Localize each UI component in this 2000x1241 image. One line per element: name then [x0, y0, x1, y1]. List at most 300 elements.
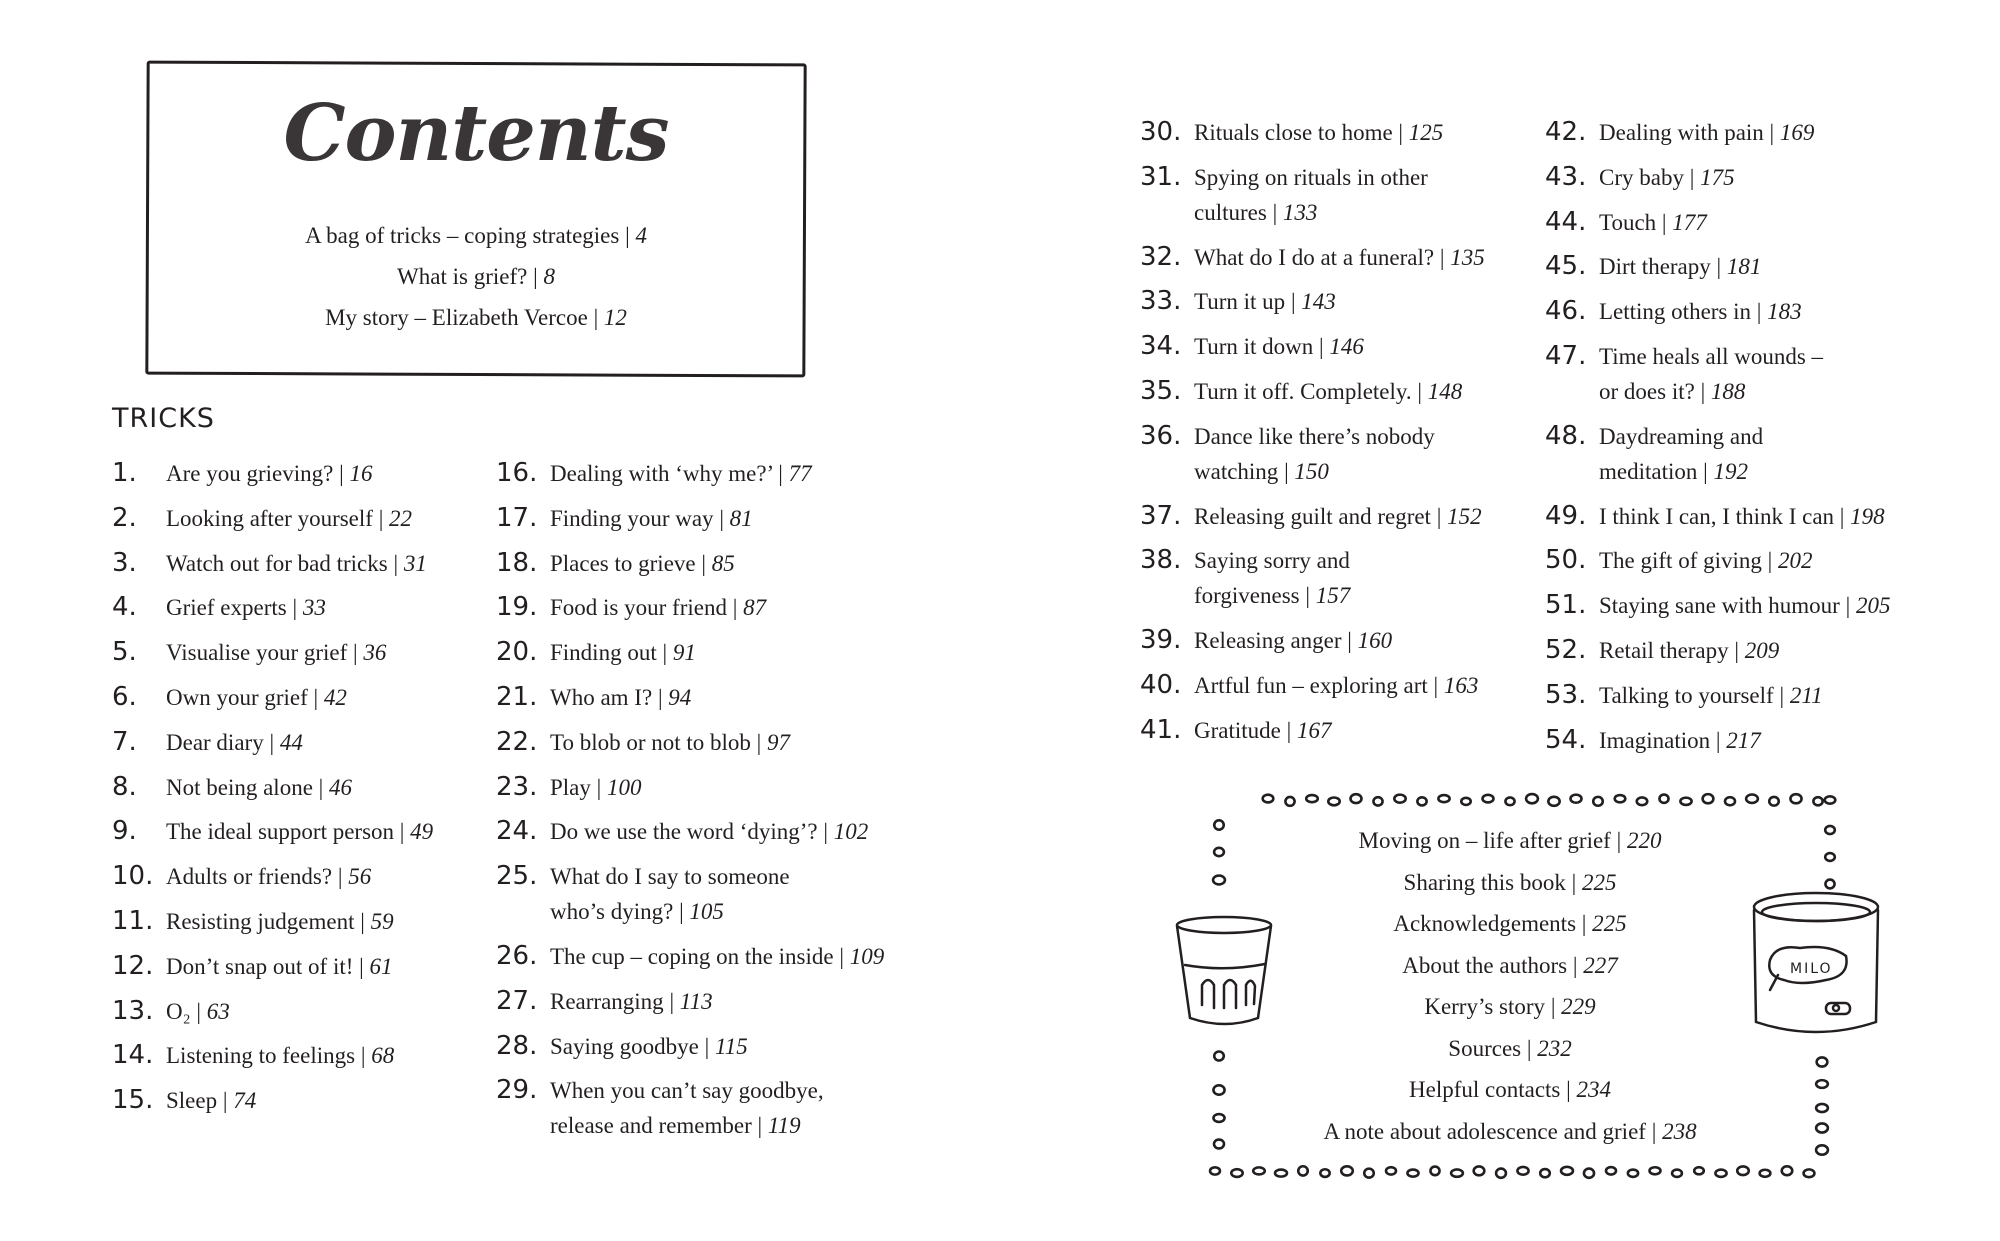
item-line: Sleep | 74 [166, 1088, 257, 1114]
page-number: 217 [1726, 727, 1761, 753]
entry-title: Kerry’s story [1424, 994, 1546, 1019]
back-matter-item: Acknowledgements | 225 [1393, 911, 1627, 936]
item-number: 35. [1140, 376, 1182, 406]
page-number: 8 [543, 264, 555, 289]
item-title-line: Talking to yourself [1599, 682, 1774, 708]
item-title-line: Artful fun – exploring art [1194, 673, 1428, 698]
item-number: 44. [1545, 206, 1587, 237]
item-number: 30. [1140, 117, 1182, 147]
entry-title: My story – Elizabeth Vercoe [325, 305, 588, 330]
item-title-line: forgiveness [1194, 583, 1300, 609]
page-number: 61 [369, 953, 393, 979]
item-title-line: Do we use the word ‘dying’? [550, 819, 818, 845]
item-title-line: Turn it up [1194, 289, 1286, 315]
item-line: Finding out | 91 [550, 640, 696, 666]
frame-dot [1451, 1169, 1463, 1176]
item-title-line: Are you grieving? [166, 461, 334, 486]
page-number: 148 [1427, 379, 1463, 404]
frame-dot [1505, 797, 1514, 805]
frame-dot [1694, 1167, 1704, 1174]
frame-dot [1438, 795, 1449, 802]
frame-dot [1373, 797, 1382, 805]
item-line: What do I do at a funeral? | 135 [1194, 244, 1485, 270]
item-title-line: O₂ [166, 998, 191, 1024]
page-number: 188 [1710, 379, 1746, 404]
item-number: 50. [1545, 545, 1587, 576]
page-number: 115 [714, 1033, 748, 1059]
item-title-line: Dealing with ‘why me?’ [550, 461, 773, 486]
item-number: 6. [112, 682, 137, 712]
item-number: 39. [1140, 625, 1182, 656]
frame-dot [1417, 797, 1426, 805]
item-number: 25. [496, 861, 538, 892]
frame-dot [1816, 1104, 1828, 1112]
item-number: 9. [112, 816, 137, 847]
item-number: 33. [1140, 286, 1182, 317]
item-number: 18. [496, 547, 538, 578]
item-line: Looking after yourself | 22 [166, 505, 413, 531]
item-title-line: I think I can, I think I can [1599, 503, 1835, 529]
item-line: Adults or friends? | 56 [166, 864, 372, 890]
page-number: 160 [1357, 628, 1393, 654]
item-title-line: Own your grief [166, 685, 308, 710]
frame-dot [1285, 797, 1294, 806]
frame-dot [1760, 1170, 1771, 1177]
frame-dot [1351, 794, 1362, 803]
item-line: Grief experts | 33 [166, 595, 326, 621]
frame-dot [1769, 797, 1779, 806]
item-line: Talking to yourself | 211 [1599, 682, 1823, 708]
item-title-line: The gift of giving [1599, 548, 1762, 574]
item-line: O₂ | 63 [166, 998, 230, 1024]
entry-title: A note about adolescence and grief [1323, 1118, 1646, 1144]
item-title-line: Touch [1599, 209, 1657, 235]
item-number: 17. [496, 502, 538, 533]
item-number: 41. [1140, 714, 1182, 745]
page-number: 146 [1329, 334, 1364, 360]
item-line: Cry baby | 175 [1599, 164, 1735, 190]
item-line: Saying goodbye | 115 [550, 1033, 748, 1059]
item-title-line: Staying sane with humour [1599, 593, 1840, 619]
item-number: 4. [112, 592, 137, 623]
item-number: 29. [496, 1075, 538, 1106]
item-title-line: Who am I? [550, 685, 653, 710]
page-number: 81 [729, 505, 753, 531]
page-number: 152 [1447, 503, 1482, 529]
item-line: Do we use the word ‘dying’? | 102 [550, 819, 869, 845]
frame-dot [1703, 794, 1714, 803]
item-title-line: Dance like there’s nobody [1194, 423, 1435, 449]
page-number: 211 [1789, 682, 1823, 708]
item-number: 48. [1545, 420, 1587, 451]
page-number: 33 [302, 595, 326, 621]
entry-title: What is grief? [397, 264, 528, 289]
frame-dot [1253, 1167, 1265, 1174]
item-number: 1. [112, 458, 137, 488]
item-title-line: release and remember [550, 1113, 752, 1139]
page-number: 157 [1315, 583, 1351, 609]
item-number: 26. [496, 941, 538, 971]
item-line: I think I can, I think I can | 198 [1599, 503, 1885, 529]
item-title-line: Rearranging [550, 988, 664, 1014]
page-number: 94 [668, 685, 692, 710]
item-number: 16. [496, 458, 538, 488]
item-title-line: meditation [1599, 458, 1698, 484]
item-number: 14. [112, 1040, 154, 1071]
item-line: Visualise your grief | 36 [166, 640, 387, 666]
page-number: 220 [1626, 828, 1662, 853]
page-number: 105 [689, 899, 724, 925]
item-title-line: Spying on rituals in other [1194, 164, 1428, 190]
item-line: Rituals close to home | 125 [1194, 120, 1444, 145]
page-number: 209 [1744, 638, 1780, 663]
frame-dot [1386, 1167, 1396, 1174]
front-matter-item: What is grief? | 8 [397, 264, 555, 289]
page-number: 109 [849, 944, 885, 969]
item-line: Dear diary | 44 [166, 729, 303, 755]
item-line: or does it? | 188 [1599, 379, 1746, 404]
page-number: 56 [348, 864, 372, 890]
frame-dot [1548, 797, 1559, 806]
back-matter-item: Moving on – life after grief | 220 [1358, 828, 1662, 853]
frame-dot [1320, 1169, 1329, 1177]
item-title-line: Turn it down [1194, 334, 1314, 360]
frame-dot [1816, 1145, 1828, 1154]
frame-dot [1407, 1170, 1418, 1177]
item-line: The cup – coping on the inside | 109 [550, 944, 885, 969]
item-line: Imagination | 217 [1599, 727, 1761, 753]
frame-dot [1593, 797, 1603, 806]
frame-dot [1570, 795, 1581, 803]
page-number: 238 [1662, 1118, 1697, 1144]
tin-label: MILO [1790, 961, 1833, 977]
page-number: 198 [1850, 503, 1885, 529]
item-number: 40. [1140, 670, 1182, 700]
frame-dot [1526, 794, 1538, 803]
item-title-line: Sleep [166, 1088, 218, 1114]
frame-dot [1275, 1170, 1287, 1177]
item-title-line: Dirt therapy [1599, 254, 1711, 280]
item-number: 11. [112, 906, 154, 936]
page-number: 225 [1592, 911, 1627, 936]
page-number: 125 [1408, 120, 1444, 145]
page-number: 97 [767, 729, 791, 755]
page-number: 143 [1301, 289, 1336, 315]
item-number: 13. [112, 995, 154, 1026]
item-line: Touch | 177 [1599, 209, 1707, 235]
item-line: watching | 150 [1194, 458, 1329, 484]
page-number: 133 [1282, 199, 1318, 225]
item-number: 45. [1545, 251, 1587, 282]
item-line: Turn it up | 143 [1194, 289, 1336, 315]
page-number: 227 [1583, 952, 1618, 978]
entry-title: Acknowledgements [1393, 911, 1577, 936]
item-line: Releasing guilt and regret | 152 [1194, 503, 1482, 529]
page-number: 46 [329, 774, 353, 800]
page-number: 44 [279, 729, 303, 755]
item-title-line: Visualise your grief [166, 640, 348, 666]
item-title-line: Don’t snap out of it! [166, 953, 354, 979]
item-line: Retail therapy | 209 [1599, 638, 1780, 663]
page-number: 16 [349, 461, 373, 486]
item-number: 27. [496, 985, 538, 1016]
frame-dot [1461, 798, 1470, 805]
page-number: 31 [403, 550, 427, 576]
item-title-line: Food is your friend [550, 595, 727, 621]
item-number: 49. [1545, 500, 1587, 531]
item-title-line: cultures [1194, 199, 1267, 225]
item-title-line: What do I do at a funeral? [1194, 244, 1435, 270]
item-number: 15. [112, 1085, 154, 1116]
item-title-line: Cry baby [1599, 164, 1684, 190]
item-title-line: Saying sorry and [1194, 548, 1350, 574]
page-number: 12 [603, 305, 627, 330]
item-title-line: Time heals all wounds – [1599, 344, 1824, 369]
item-line: cultures | 133 [1194, 199, 1318, 225]
item-number: 46. [1545, 296, 1587, 327]
frame-dot [1615, 795, 1626, 802]
page-number: 181 [1726, 254, 1762, 280]
item-number: 37. [1140, 500, 1182, 531]
item-number: 8. [112, 771, 137, 802]
item-number: 3. [112, 547, 137, 578]
page-number: 163 [1443, 673, 1479, 698]
item-number: 2. [112, 502, 137, 533]
item-line: The gift of giving | 202 [1599, 548, 1813, 574]
item-title-line: Listening to feelings [166, 1043, 356, 1069]
item-line: Listening to feelings | 68 [166, 1043, 395, 1069]
item-title-line: Adults or friends? [166, 864, 333, 890]
item-number: 36. [1140, 420, 1182, 451]
item-number: 47. [1545, 341, 1587, 371]
item-line: Don’t snap out of it! | 61 [166, 953, 393, 979]
item-title-line: Daydreaming and [1599, 423, 1764, 449]
item-line: To blob or not to blob | 97 [550, 729, 791, 755]
item-title-line: To blob or not to blob [550, 729, 751, 755]
frame-dot [1782, 1166, 1793, 1175]
item-line: forgiveness | 157 [1194, 583, 1351, 609]
frame-dot [1394, 795, 1405, 803]
item-line: The ideal support person | 49 [166, 819, 434, 845]
page-number: 183 [1767, 299, 1802, 325]
frame-dot [1341, 1166, 1353, 1175]
entry-title: About the authors [1402, 952, 1568, 978]
frame-dot [1637, 797, 1647, 805]
item-title-line: Rituals close to home [1194, 120, 1393, 145]
item-number: 21. [496, 682, 538, 712]
item-line: Dealing with pain | 169 [1599, 120, 1815, 145]
item-number: 38. [1140, 545, 1182, 576]
frame-dot [1364, 1169, 1373, 1178]
frame-dot [1725, 797, 1735, 805]
item-line: Dirt therapy | 181 [1599, 254, 1762, 280]
page-number: 167 [1296, 717, 1332, 743]
page-number: 119 [767, 1113, 801, 1139]
item-number: 31. [1140, 161, 1182, 192]
page-number: 63 [206, 998, 230, 1024]
frame-dot [1298, 1166, 1308, 1175]
item-line: Staying sane with humour | 205 [1599, 593, 1891, 619]
frame-dot [1584, 1169, 1594, 1178]
page-number: 77 [788, 461, 812, 486]
entry-title: Sources [1448, 1035, 1522, 1061]
item-line: Rearranging | 113 [550, 988, 713, 1014]
item-line: Finding your way | 81 [550, 505, 753, 531]
item-title-line: Releasing anger [1194, 628, 1342, 654]
item-line: who’s dying? | 105 [550, 899, 724, 925]
entry-title: A bag of tricks – coping strategies [305, 223, 620, 248]
page-number: 22 [389, 505, 413, 531]
item-number: 20. [496, 637, 538, 668]
page-number: 87 [743, 595, 767, 621]
frame-dot [1517, 1167, 1528, 1175]
page-number: 135 [1450, 244, 1485, 270]
item-line: Resisting judgement | 59 [166, 909, 394, 934]
item-title-line: Not being alone [166, 774, 313, 800]
item-number: 23. [496, 771, 538, 802]
item-title-line: Finding your way [550, 505, 714, 531]
item-line: Turn it off. Completely. | 148 [1194, 379, 1463, 404]
back-matter-item: About the authors | 227 [1402, 952, 1618, 978]
entry-title: Moving on – life after grief [1358, 828, 1611, 853]
frame-dot [1231, 1169, 1242, 1177]
page-number: 169 [1779, 120, 1815, 145]
page-number: 102 [833, 819, 869, 845]
item-title-line: Finding out [550, 640, 657, 666]
item-number: 42. [1545, 117, 1587, 147]
page-number: 91 [672, 640, 696, 666]
item-title-line: Turn it off. Completely. [1194, 379, 1412, 404]
page-number: 225 [1581, 869, 1617, 895]
entry-title: Sharing this book [1403, 869, 1566, 895]
front-matter-item: A bag of tricks – coping strategies | 4 [305, 223, 647, 248]
page-number: 205 [1855, 593, 1891, 619]
frame-dot [1483, 795, 1494, 803]
item-line: Releasing anger | 160 [1194, 628, 1393, 654]
item-number: 32. [1140, 241, 1182, 272]
item-line: Gratitude | 167 [1194, 717, 1332, 743]
item-number: 43. [1545, 161, 1587, 192]
item-title-line: watching [1194, 458, 1279, 484]
frame-dot [1790, 794, 1801, 803]
page-number: 177 [1672, 209, 1707, 235]
page-number: 49 [410, 819, 434, 845]
frame-dot [1561, 1167, 1573, 1175]
frame-dot [1715, 1170, 1726, 1177]
item-title-line: who’s dying? [550, 899, 674, 925]
frame-dot [1328, 797, 1339, 805]
frame-dot [1659, 795, 1668, 803]
page-number: 175 [1700, 164, 1735, 190]
frame-dot [1804, 1169, 1815, 1177]
item-line: Turn it down | 146 [1194, 334, 1364, 360]
frame-dot [1540, 1169, 1550, 1177]
item-title-line: Gratitude [1194, 717, 1281, 743]
item-title-line: Letting others in [1599, 299, 1752, 325]
frame-dot [1430, 1167, 1439, 1176]
item-number: 51. [1545, 590, 1587, 621]
item-number: 12. [112, 950, 154, 981]
frame-dot [1606, 1167, 1616, 1174]
item-line: Food is your friend | 87 [550, 595, 767, 621]
item-line: Artful fun – exploring art | 163 [1194, 673, 1479, 698]
page-number: 234 [1576, 1077, 1611, 1102]
item-number: 19. [496, 592, 538, 623]
frame-dot [1474, 1166, 1485, 1175]
frame-dot [1825, 796, 1836, 803]
frame-dot [1746, 795, 1758, 803]
back-matter-item: Helpful contacts | 234 [1409, 1077, 1611, 1102]
frame-dot [1263, 795, 1274, 803]
item-number: 53. [1545, 679, 1587, 710]
frame-dot [1628, 1170, 1638, 1177]
back-matter-item: Kerry’s story | 229 [1424, 994, 1596, 1019]
page-number: 68 [371, 1043, 395, 1069]
item-title-line: Watch out for bad tricks [166, 550, 388, 576]
item-line: Letting others in | 183 [1599, 299, 1802, 325]
page-number: 150 [1294, 458, 1329, 484]
item-number: 22. [496, 726, 538, 757]
item-line: release and remember | 119 [550, 1113, 801, 1139]
item-line: meditation | 192 [1599, 458, 1748, 484]
item-line: Watch out for bad tricks | 31 [166, 550, 427, 576]
page-number: 42 [323, 685, 347, 710]
page-number: 229 [1561, 994, 1596, 1019]
item-title-line: The cup – coping on the inside [550, 944, 834, 969]
frame-dot [1210, 1167, 1220, 1174]
item-number: 7. [112, 726, 137, 757]
page-number: 85 [711, 550, 735, 576]
entry-title: Helpful contacts [1409, 1077, 1561, 1102]
item-title-line: Looking after yourself [166, 505, 373, 531]
back-matter-item: Sources | 232 [1448, 1035, 1572, 1061]
item-line: Own your grief | 42 [166, 685, 347, 710]
item-title-line: Retail therapy [1599, 638, 1729, 663]
item-line: Who am I? | 94 [550, 685, 692, 710]
item-title-line: Grief experts [166, 595, 287, 621]
item-title-line: or does it? [1599, 379, 1695, 404]
item-number: 5. [112, 637, 137, 668]
frame-dot [1737, 1166, 1749, 1175]
page-number: 232 [1537, 1035, 1572, 1061]
item-line: Not being alone | 46 [166, 774, 353, 800]
back-matter-item: Sharing this book | 225 [1403, 869, 1617, 895]
item-title-line: The ideal support person [166, 819, 395, 845]
item-number: 28. [496, 1030, 538, 1061]
item-line: Are you grieving? | 16 [166, 461, 373, 486]
item-number: 10. [112, 861, 154, 892]
item-number: 24. [496, 816, 538, 847]
item-number: 54. [1545, 724, 1587, 755]
item-title-line: Imagination [1599, 727, 1711, 753]
item-line: Dealing with ‘why me?’ | 77 [550, 461, 812, 486]
page-number: 192 [1713, 458, 1748, 484]
item-title-line: Dealing with pain [1599, 120, 1764, 145]
item-title-line: Releasing guilt and regret [1194, 503, 1431, 529]
frame-dot [1680, 798, 1691, 805]
item-line: Play | 100 [550, 774, 642, 800]
tricks-heading: TRICKS [112, 403, 215, 434]
frame-dot [1496, 1169, 1506, 1178]
page-title: Contents [283, 88, 669, 179]
item-line: Places to grieve | 85 [550, 550, 735, 576]
page-number: 4 [635, 223, 647, 248]
page-number: 36 [363, 640, 387, 666]
front-matter-item: My story – Elizabeth Vercoe | 12 [325, 305, 627, 330]
item-title-line: Play [550, 774, 591, 800]
page-number: 59 [370, 909, 394, 934]
page-number: 113 [679, 988, 713, 1014]
